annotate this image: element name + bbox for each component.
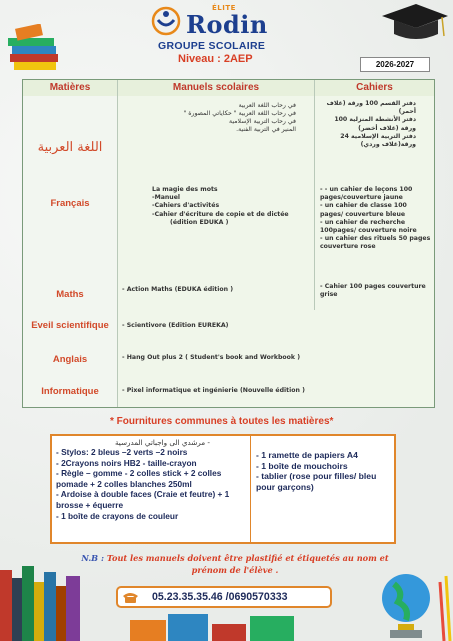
list-item: - 1 ramette de papiers A4	[256, 450, 358, 460]
list-item: - Cahier 100 pages couverture grise	[320, 283, 426, 299]
phone-numbers: 05.23.35.35.46 /0690570333	[152, 591, 288, 603]
list-item: -Cahier d'écriture de copie et de dictée	[152, 210, 289, 218]
fournitures-arabic-line: - مرشدي الى واجباتي المدرسية	[114, 438, 210, 447]
telephone-icon	[122, 591, 139, 604]
table-row-arabe	[23, 96, 434, 183]
table-header-row	[23, 80, 434, 97]
manuels-francais-list	[118, 182, 314, 227]
nb-label: N.B :	[81, 553, 104, 563]
phone-box	[116, 586, 332, 608]
subject-anglais: Anglais	[52, 354, 88, 365]
list-item: - Pixel informatique et ingénierie (Nouvelle édition )	[122, 387, 305, 394]
niveau-label: Niveau : 2AEP	[178, 53, 253, 65]
table-row-eveil	[23, 310, 434, 343]
header-manuels: Manuels scolaires	[172, 82, 260, 93]
nb-note	[74, 552, 396, 576]
list-item: -Manuel	[152, 194, 181, 202]
list-item: في رحاب اللغة العربية	[238, 102, 296, 109]
table-row-informatique	[23, 376, 434, 407]
list-item: - un cahier de recherche 100pages/ couverture noire	[320, 218, 417, 235]
list-item: - 1 boîte de crayons de couleur	[56, 510, 179, 521]
fournitures-title: * Fournitures communes à toutes les matières*	[110, 416, 334, 427]
list-item: La magie des mots	[152, 186, 218, 193]
cahiers-arabe-list	[315, 96, 434, 149]
list-item: - Ardoise à double faces (Craie et feutre) + 1 brosse + équerre	[56, 489, 230, 510]
fournitures-right-list	[250, 436, 394, 492]
school-logo	[150, 4, 310, 40]
list-item: -Cahiers d'activités	[152, 202, 220, 210]
list-item: - 1 boîte de mouchoirs	[256, 460, 348, 471]
fournitures-right-column	[250, 436, 394, 542]
table-row-anglais	[23, 342, 434, 377]
fournitures-left-list	[52, 447, 250, 521]
list-item: المنير في التربية الفنية.	[236, 126, 296, 133]
list-item: دفتر القسم 100 ورقة (غلاف أحمر)	[326, 100, 416, 116]
list-item: - tablier (rose pour filles/ bleu pour garçons)	[256, 471, 377, 492]
fournitures-left-column	[52, 436, 251, 542]
list-item: دفتر التربية الإسلامية 24 ورقة(غلاف وردي)	[340, 132, 416, 149]
subject-arabe: اللغة العربية	[37, 140, 103, 155]
subject-francais: Français	[50, 198, 90, 209]
list-item: - Action Maths (EDUKA édition )	[122, 286, 234, 293]
subject-informatique: Informatique	[41, 386, 99, 397]
list-item: - un cahier des rituels 50 pages couverture rose	[320, 235, 431, 251]
list-item: - 2Crayons noirs HB2 - taille-crayon	[56, 457, 197, 468]
list-item: - Scientivore (Edition EUREKA)	[122, 322, 229, 329]
subject-eveil: Eveil scientifique	[31, 320, 109, 331]
logo-elite-text: ÉLITE	[212, 4, 236, 12]
table-row-francais	[23, 182, 434, 281]
list-item: - un cahier de classe 100 pages/ couverture bleue	[320, 202, 407, 218]
table-row-maths	[23, 280, 434, 311]
header-matieres: Matières	[49, 82, 91, 93]
list-item: - - un cahier de leçons 100 pages/couverture jaune	[320, 186, 413, 202]
list-item: في رحاب اللغة العربية " حكاياتي المصورة "	[183, 110, 296, 117]
groupe-scolaire-title: GROUPE SCOLAIRE	[158, 40, 266, 52]
subject-maths: Maths	[56, 289, 84, 300]
graduation-cap-icon	[372, 2, 450, 50]
manuels-arabe-list	[118, 96, 314, 134]
list-item: في رحاب التربية الإسلامية	[229, 118, 296, 125]
fournitures-box	[50, 434, 396, 544]
list-item: - Stylos: 2 bleus –2 verts –2 noirs	[56, 447, 188, 457]
school-year-badge: 2026-2027	[360, 57, 430, 72]
list-item: (édition EDUKA )	[170, 218, 229, 226]
school-supplies-icon	[120, 606, 320, 641]
nb-text: Tout les manuels doivent être plastifié et étiquetés au nom et prénom de l'élève .	[106, 553, 389, 575]
logo-emblem-icon	[150, 6, 182, 36]
supply-table	[22, 79, 435, 408]
cahiers-francais-list	[315, 182, 434, 252]
list-item: - Règle – gomme - 2 colles stick + 2 colles pomade + 2 colles blanches 250ml	[56, 468, 222, 489]
logo-school-name: Rodin	[186, 10, 268, 39]
list-item: - Hang Out plus 2 ( Student's book and Workbook )	[122, 354, 301, 361]
header-cahiers: Cahiers	[356, 82, 393, 93]
list-item: دفتر الأنشطة المنزلية 100 ورقة (غلاف أخضر)	[334, 116, 416, 132]
books-stack-icon	[6, 24, 64, 76]
